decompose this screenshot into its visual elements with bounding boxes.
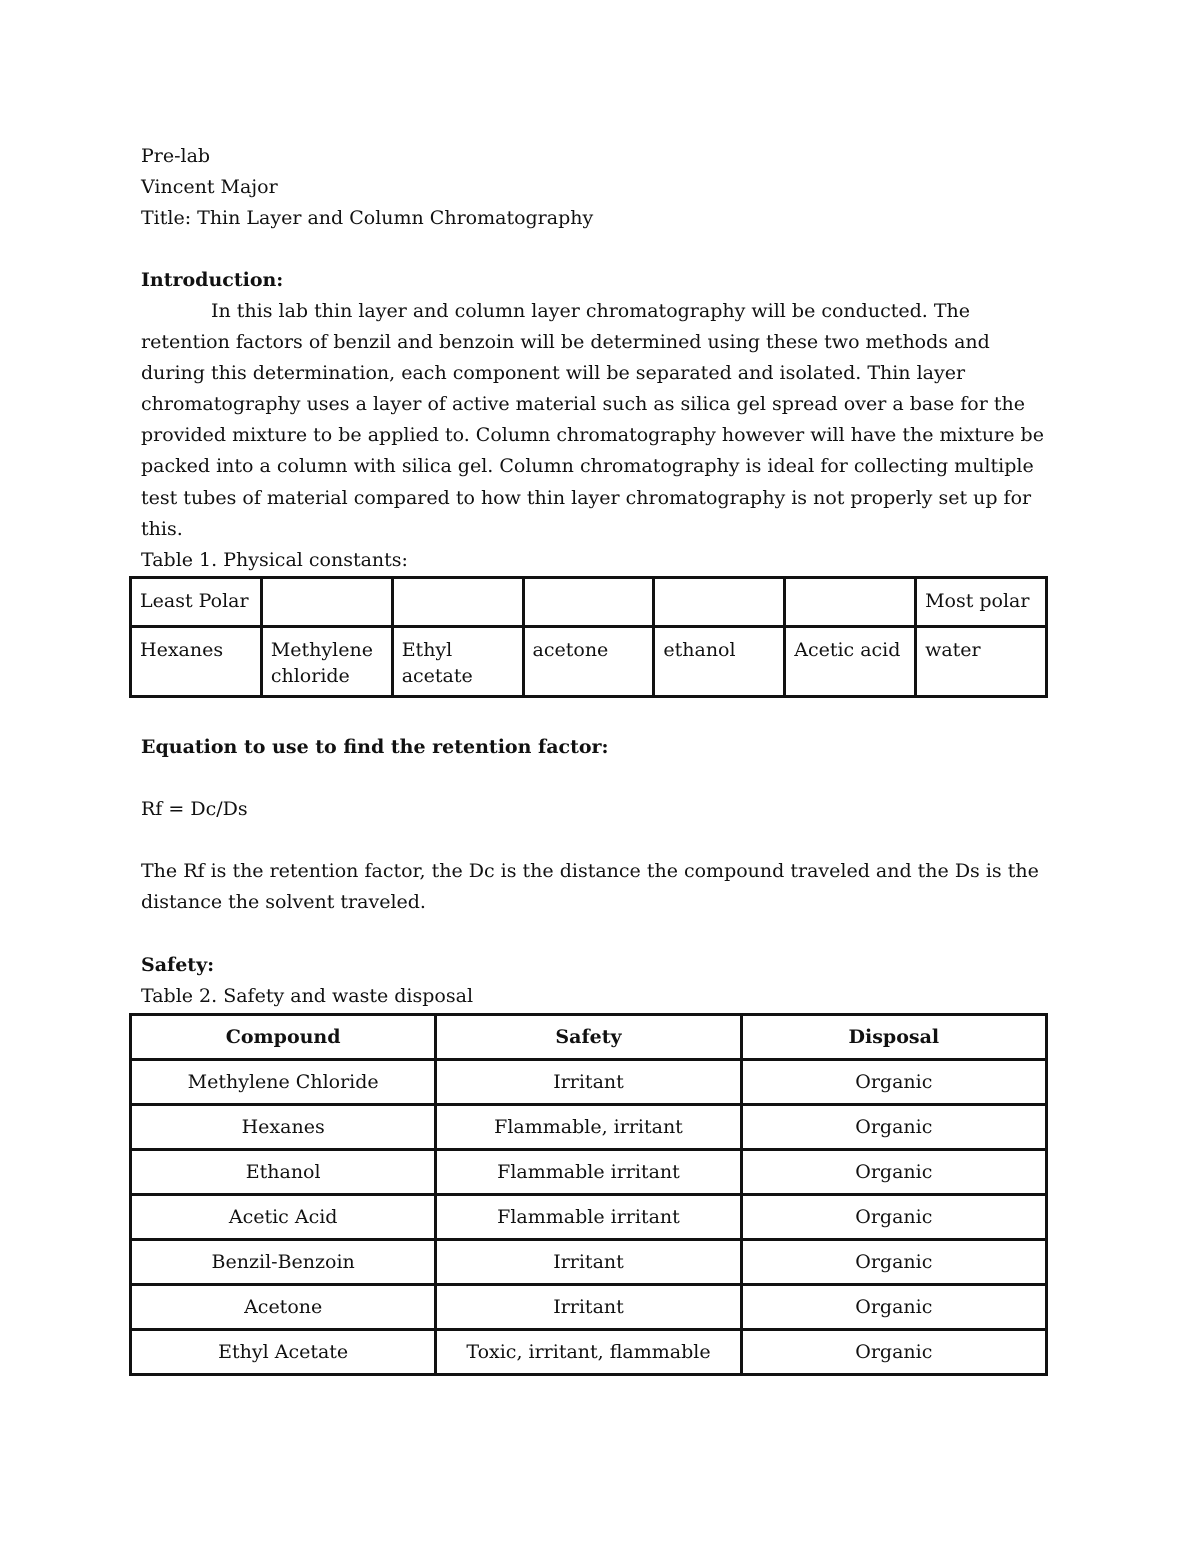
table-row <box>131 1195 1047 1240</box>
column-header-compound: Compound <box>131 1015 436 1060</box>
table-cell: Irritant <box>436 1240 741 1285</box>
introduction-paragraph: In this lab thin layer and column layer chromatography will be conducted. The retention factors of benzil and benzoin will be determined using these two methods and during this determination, each component will be separated and isolated. Thin layer chromatography uses a layer of active material such as silica gel spread over a base for the provided mixture to be applied to. Column chromatography however will have the mixture be packed into a column with silica gel. Column chromatography is ideal for collecting multiple test tubes of material compared to how thin layer chromatography is not properly set up for this. <box>141 300 1044 540</box>
table-cell: Ethyl Acetate <box>131 1330 436 1375</box>
prelab-label: Pre-lab <box>141 145 211 167</box>
document-title: Title: Thin Layer and Column Chromatography <box>141 207 594 229</box>
table-cell: Toxic, irritant, flammable <box>436 1330 741 1375</box>
table-cell: Hexanes <box>131 627 262 697</box>
table-cell: Organic <box>741 1330 1046 1375</box>
table-cell: Irritant <box>436 1060 741 1105</box>
table-cell: Organic <box>741 1150 1046 1195</box>
table-cell: Acetic acid <box>785 627 916 697</box>
table-cell: Flammable, irritant <box>436 1105 741 1150</box>
table2-caption: Table 2. Safety and waste disposal <box>141 985 474 1007</box>
table-row <box>131 1105 1047 1150</box>
table-cell: Organic <box>741 1285 1046 1330</box>
table-cell <box>523 578 654 627</box>
table-row <box>131 578 1047 627</box>
table-cell: Ethanol <box>131 1150 436 1195</box>
table-cell <box>392 578 523 627</box>
table-cell: acetone <box>523 627 654 697</box>
table-row <box>131 1330 1047 1375</box>
table-cell: Ethyl acetate <box>392 627 523 697</box>
equation-formula: Rf = Dc/Ds <box>141 798 248 820</box>
table-cell: Methylene chloride <box>261 627 392 697</box>
table-row <box>131 1240 1047 1285</box>
table-cell: Most polar <box>916 578 1047 627</box>
table-cell: Flammable irritant <box>436 1150 741 1195</box>
table-cell: Organic <box>741 1240 1046 1285</box>
table-row <box>131 1150 1047 1195</box>
table-cell: Organic <box>741 1105 1046 1150</box>
equation-explanation: The Rf is the retention factor, the Dc is the distance the compound traveled and the Ds is the distance the solvent traveled. <box>141 860 1039 913</box>
table-cell: Acetic Acid <box>131 1195 436 1240</box>
table-cell: Hexanes <box>131 1105 436 1150</box>
table-cell: ethanol <box>654 627 785 697</box>
table-cell: Benzil-Benzoin <box>131 1240 436 1285</box>
table-cell: Methylene Chloride <box>131 1060 436 1105</box>
table-cell <box>261 578 392 627</box>
table-cell: Irritant <box>436 1285 741 1330</box>
table-header-row <box>131 1015 1047 1060</box>
table-cell: Organic <box>741 1060 1046 1105</box>
table-cell: Least Polar <box>131 578 262 627</box>
table-row <box>131 1285 1047 1330</box>
author-name: Vincent Major <box>141 176 278 198</box>
column-header-disposal: Disposal <box>741 1015 1046 1060</box>
table-cell: Organic <box>741 1195 1046 1240</box>
introduction-heading: Introduction: <box>141 269 284 291</box>
table-row <box>131 627 1047 697</box>
table1-caption: Table 1. Physical constants: <box>141 549 408 571</box>
table-cell <box>785 578 916 627</box>
physical-constants-table <box>129 576 1048 698</box>
safety-heading: Safety: <box>141 954 215 976</box>
table-cell: Flammable irritant <box>436 1195 741 1240</box>
table-row <box>131 1060 1047 1105</box>
table-cell: water <box>916 627 1047 697</box>
equation-heading: Equation to use to find the retention factor: <box>141 736 609 758</box>
table-cell <box>654 578 785 627</box>
table-cell: Acetone <box>131 1285 436 1330</box>
column-header-safety: Safety <box>436 1015 741 1060</box>
safety-disposal-table <box>129 1013 1048 1376</box>
